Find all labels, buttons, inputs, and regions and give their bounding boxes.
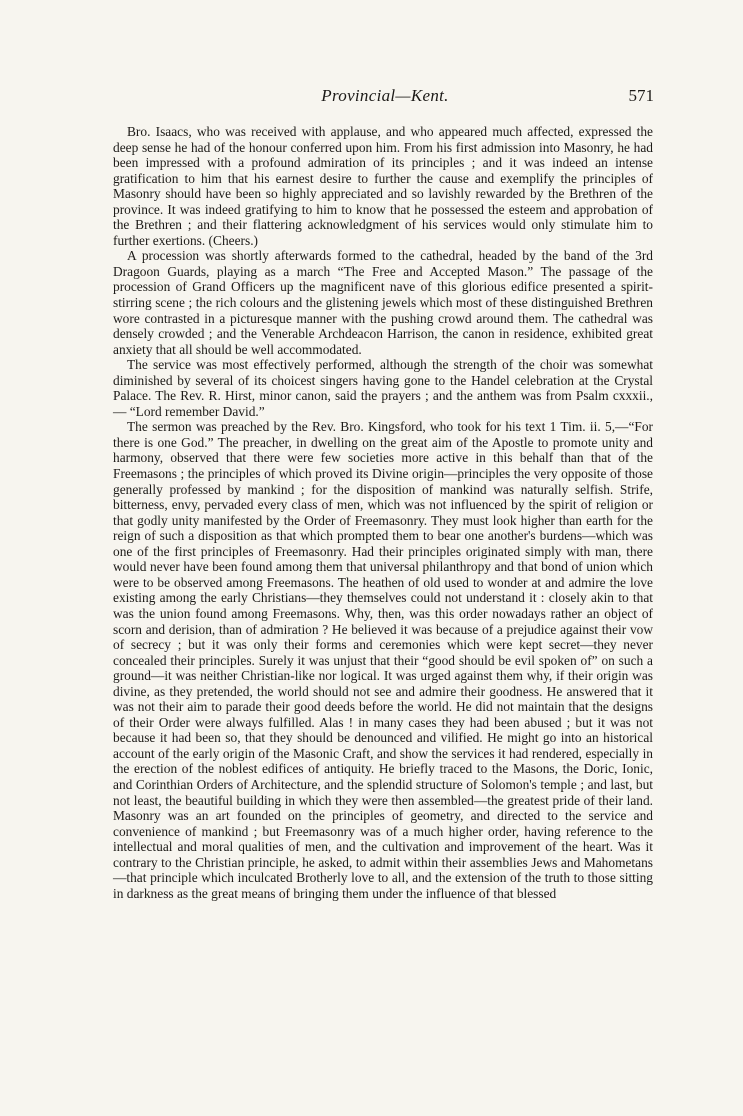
paragraph-isaacs-speech: Bro. Isaacs, who was received with applause, and who appeared much affected, expressed the deep sense he had of the honour conferred upon him. From his first admission into Masonry, he had been impressed with a profound admiration of its principles ; and it was indeed an intense gratification to him that his earnest desire to further the cause and exemplify the principles of Masonry should have been so highly appreciated and so lavishly rewarded by the Brethren of the province. It was indeed gratifying to him to know that he possessed the esteem and approbation of the Brethren ; and their flattering acknowledgment of his services would only stimulate him to further exertions. (Cheers.) bbox=[113, 124, 653, 248]
paragraph-sermon: The sermon was preached by the Rev. Bro. Kingsford, who took for his text 1 Tim. ii. 5,—“For there is one God.” The preacher, in dwelling on the great aim of the Apostle to promote unity and harmony, observed that there were few societies more active in this behalf than that of the Freemasons ; the principles of which proved its Divine origin—principles the very opposite of those generally professed by mankind ; for the disposition of mankind was naturally selfish. Strife, bitterness, envy, pervaded every class of men, which was not influenced by the spirit of religion or that godly unity manifested by the Order of Freemasonry. They must look higher than earth for the reign of such a disposition as that which prompted them to bear one another's burdens—which was one of the first principles of Freemasonry. Had their principles originated simply with man, there would never have been found among them that universal philanthropy and that bond of union which were to be observed among Freemasons. The heathen of old used to wonder at and admire the love existing among the early Christians—they themselves could not understand it : closely akin to that was the union found among Freemasons. Why, then, was this order nowadays rather an object of scorn and derision, than of admiration ? He believed it was because of a prejudice against their vow of secrecy ; but it was only their forms and ceremonies which were kept secret—they never concealed their principles. Surely it was unjust that their “good should be evil spoken of” on such a ground—it was neither Christian-like nor logical. It was urged against them why, if their origin was divine, as they pretended, the world should not see and admire their goodness. He answered that it was not their aim to parade their good deeds before the world. He did not maintain that the designs of their Order were always fulfilled. Alas ! in many cases they had been abused ; but it was not because it had been so, that they should be denounced and vilified. He might go into an historical account of the early origin of the Masonic Craft, and show the services it had rendered, especially in the erection of the noblest edifices of antiquity. He briefly traced to the Masons, the Doric, Ionic, and Corinthian Orders of Architecture, and the splendid structure of Solomon's temple ; and last, but not least, the beautiful building in which they were then assembled—the greatest pride of their land. Masonry was an art founded on the principles of geometry, and directed to the service and convenience of mankind ; but Freemasonry was of a much higher order, having reference to the intellectual and moral qualities of men, and the cultivation and improvement of the heart. Was it contrary to the Christian principle, he asked, to admit within their assemblies Jews and Mahometans—that principle which inculcated Brotherly love to all, and the extension of the truth to those sitting in darkness as the great means of bringing them under the influence of that blessed bbox=[113, 419, 653, 901]
paragraph-service: The service was most effectively performed, although the strength of the choir was somewhat diminished by several of its choicest singers having gone to the Handel celebration at the Crystal Palace. The Rev. R. Hirst, minor canon, said the prayers ; and the anthem was from Psalm cxxxii., — “Lord remember David.” bbox=[113, 357, 653, 419]
article-body bbox=[113, 124, 653, 901]
page-header bbox=[116, 86, 654, 112]
page-number: 571 bbox=[628, 86, 654, 105]
paragraph-procession: A procession was shortly afterwards formed to the cathedral, headed by the band of the 3rd Dragoon Guards, playing as a march “The Free and Accepted Mason.” The passage of the procession of Grand Officers up the magnificent nave of this glorious edifice presented a spirit-stirring scene ; the rich colours and the glistening jewels which most of these distinguished Brethren wore contrasted in a picturesque manner with the pushing crowd around them. The cathedral was densely crowded ; and the Venerable Archdeacon Harrison, the canon in residence, exhibited great anxiety that all should be well accommodated. bbox=[113, 248, 653, 357]
running-title: Provincial—Kent. bbox=[321, 86, 449, 105]
